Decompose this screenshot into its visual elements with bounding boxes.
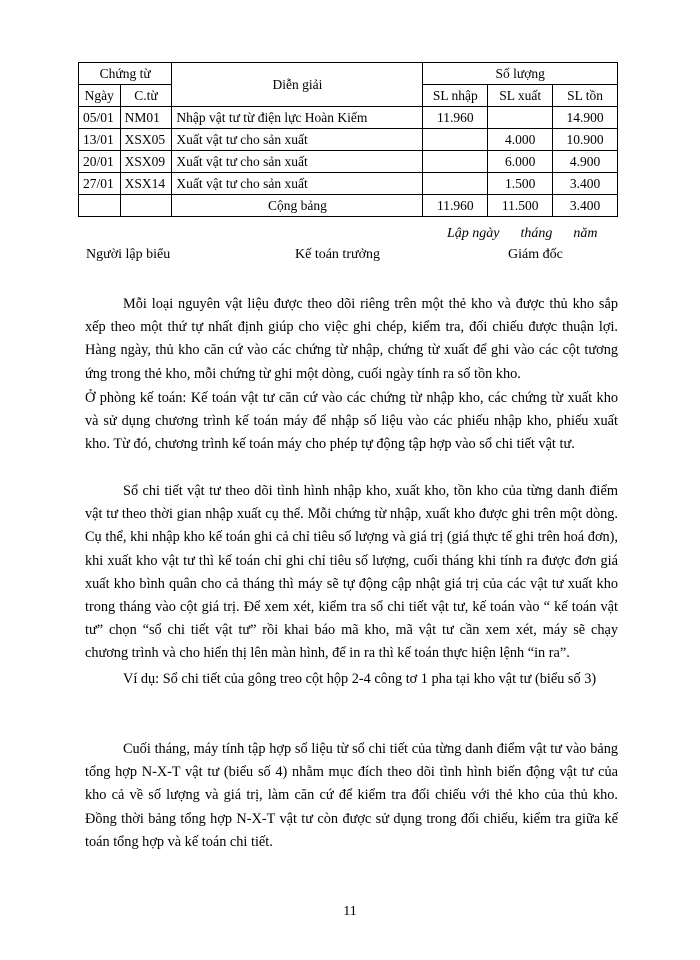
cell-ngay: 05/01 <box>79 107 121 129</box>
cell-ct: XSX09 <box>120 151 172 173</box>
cell-ngay: 20/01 <box>79 151 121 173</box>
paragraph-example: Ví dụ: Sổ chi tiết của gông treo cột hộp 2-4 công tơ 1 pha tại kho vật tư (biểu số 3) <box>123 671 597 687</box>
cell-xuat <box>488 107 553 129</box>
signature-chief-accountant: Kế toán trưởng <box>295 247 380 262</box>
cell-empty <box>79 195 121 217</box>
cell-empty <box>120 195 172 217</box>
table-row <box>79 151 618 173</box>
signature-date-line: Lập ngày tháng năm <box>447 226 598 241</box>
header-chung-tu: Chứng từ <box>79 63 172 85</box>
table-total-row <box>79 195 618 217</box>
table-row <box>79 107 618 129</box>
signature-director: Giám đốc <box>508 247 563 262</box>
paragraph-month-end-summary: Cuối tháng, máy tính tập hợp số liệu từ sổ chi tiết của từng danh điểm vật tư vào bảng tổng hợp N-X-T vật tư (biểu số 4) nhằm mục đích theo dõi tình hình biến động vật tư của kho cả về số lượng và giá trị, làm căn cứ để kiểm tra đối chiếu với thẻ kho của thủ kho. Đồng thời bảng tổng hợp N-X-T vật tư còn được sử dụng trong đối chiếu, kiểm tra giữa kế toán tổng hợp và kế toán chi tiết. <box>85 741 618 850</box>
header-ct: C.từ <box>120 85 172 107</box>
cell-dien-giai: Xuất vật tư cho sản xuất <box>172 173 423 195</box>
cell-ngay: 13/01 <box>79 129 121 151</box>
cell-ton: 14.900 <box>553 107 618 129</box>
total-nhap: 11.960 <box>423 195 488 217</box>
page-number: 11 <box>343 904 357 919</box>
header-sl-nhap: SL nhập <box>423 85 488 107</box>
header-so-luong: Số lượng <box>423 63 618 85</box>
cell-nhap: 11.960 <box>423 107 488 129</box>
cell-nhap <box>423 129 488 151</box>
cell-ton: 4.900 <box>553 151 618 173</box>
cell-dien-giai: Xuất vật tư cho sản xuất <box>172 151 423 173</box>
paragraph-warehouse-card: Mỗi loại nguyên vật liệu được theo dõi riêng trên một thẻ kho và được thủ kho sắp xếp theo một thứ tự nhất định giúp cho việc ghi chép, kiểm tra, đối chiếu được thuận lợi. Hàng ngày, thủ kho căn cứ vào các chứng từ nhập, chứng từ xuất để ghi vào các cột tương ứng trong thẻ kho, mỗi chứng từ ghi một dòng, cuối ngày tính ra số tồn kho. <box>85 296 618 382</box>
cell-ngay: 27/01 <box>79 173 121 195</box>
header-sl-ton: SL tồn <box>553 85 618 107</box>
cell-ct: XSX14 <box>120 173 172 195</box>
cell-dien-giai: Xuất vật tư cho sản xuất <box>172 129 423 151</box>
cell-nhap <box>423 151 488 173</box>
cell-ct: NM01 <box>120 107 172 129</box>
total-ton: 3.400 <box>553 195 618 217</box>
cell-ct: XSX05 <box>120 129 172 151</box>
header-dien-giai: Diễn giải <box>172 63 423 107</box>
cell-dien-giai: Nhập vật tư từ điện lực Hoàn Kiếm <box>172 107 423 129</box>
cell-xuat: 1.500 <box>488 173 553 195</box>
table-row <box>79 173 618 195</box>
header-ngay: Ngày <box>79 85 121 107</box>
cell-nhap <box>423 173 488 195</box>
cell-xuat: 6.000 <box>488 151 553 173</box>
total-xuat: 11.500 <box>488 195 553 217</box>
cell-ton: 3.400 <box>553 173 618 195</box>
header-sl-xuat: SL xuất <box>488 85 553 107</box>
cell-xuat: 4.000 <box>488 129 553 151</box>
paragraph-material-ledger: Sổ chi tiết vật tư theo dõi tình hình nhập kho, xuất kho, tồn kho của từng danh điểm vật tư theo thời gian nhập xuất cụ thể. Mỗi chứng từ nhập, xuất kho được ghi trên một dòng. Cụ thể, khi nhập kho kế toán ghi cả chỉ tiêu số lượng và giá trị (giá thực tế ghi trên hoá đơn), khi xuất kho vật tư thì kế toán chỉ ghi chỉ tiêu số lượng, cuối tháng khi tính ra được đơn giá xuất kho bình quân cho cả tháng thì máy sẽ tự động cập nhật giá trị của các vật tư xuất kho trong tháng vào cột giá trị. Để xem xét, kiểm tra sổ chi tiết vật tư, kế toán vào “ kế toán vật tư” chọn “sổ chi tiết vật tư” rồi khai báo mã kho, mã vật tư cần xem xét, máy sẽ chạy chương trình và cho hiển thị lên màn hình, để in ra thì kế toán thực hiện lệnh “in ra”. <box>85 483 618 662</box>
paragraph-accounting-department: Ở phòng kế toán: Kế toán vật tư căn cứ vào các chứng từ nhập kho, các chứng từ xuất kho và sử dụng chương trình kế toán máy để nhập số liệu vào các phiếu nhập kho, phiếu xuất kho. Từ đó, chương trình kế toán máy cho phép tự động tập hợp vào sổ chi tiết vật tư. <box>85 390 618 453</box>
total-label: Cộng bảng <box>172 195 423 217</box>
cell-ton: 10.900 <box>553 129 618 151</box>
table-row <box>79 129 618 151</box>
signature-preparer: Người lập biểu <box>86 247 171 262</box>
inventory-ledger-table <box>78 62 618 217</box>
table-header-row <box>79 63 618 85</box>
